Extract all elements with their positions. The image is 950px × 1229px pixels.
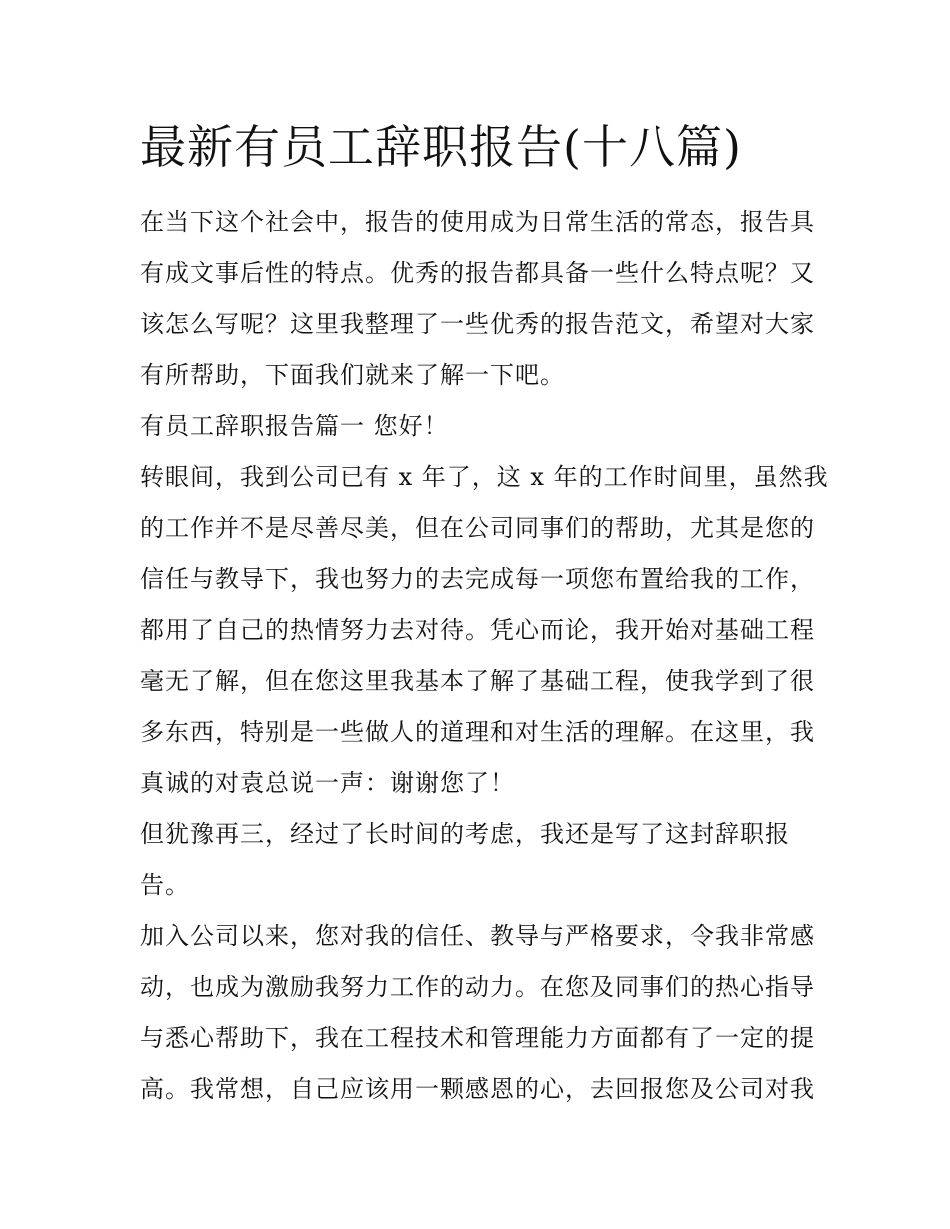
text-line: 都用了自己的热情努力去对待。凭心而论，我开始对基础工程 [140,616,815,644]
document-title: 最新有员工辞职报告(十八篇) [140,120,742,174]
text-line: 与悉心帮助下，我在工程技术和管理能力方面都有了一定的提 [140,1024,815,1052]
document-body [140,197,829,1115]
text-line: 多东西，特别是一些做人的道理和对生活的理解。在这里，我 [140,718,815,746]
text-line: 该怎么写呢？这里我整理了一些优秀的报告范文，希望对大家 [140,310,815,338]
text-line: 有成文事后性的特点。优秀的报告都具备一些什么特点呢？又 [140,259,815,287]
text-line: 但犹豫再三，经过了长时间的考虑，我还是写了这封辞职报 [140,820,790,848]
text-line: 转眼间，我到公司已有 x 年了，这 x 年的工作时间里，虽然我 [140,463,829,491]
section-heading: 有员工辞职报告篇一 您好！ [140,412,449,440]
text-line: 有所帮助，下面我们就来了解一下吧。 [140,361,565,389]
text-line: 告。 [140,871,190,899]
text-line: 加入公司以来，您对我的信任、教导与严格要求，令我非常感 [140,922,815,950]
text-line: 信任与教导下，我也努力的去完成每一项您布置给我的工作， [140,565,815,593]
text-line: 毫无了解，但在您这里我基本了解了基础工程，使我学到了很 [140,667,815,695]
text-line: 的工作并不是尽善尽美，但在公司同事们的帮助，尤其是您的 [140,514,815,542]
text-line: 真诚的对袁总说一声：谢谢您了！ [140,769,515,797]
text-line: 动，也成为激励我努力工作的动力。在您及同事们的热心指导 [140,973,815,1001]
text-line: 高。我常想，自己应该用一颗感恩的心，去回报您及公司对我 [140,1075,815,1103]
text-line: 在当下这个社会中，报告的使用成为日常生活的常态，报告具 [140,208,815,236]
